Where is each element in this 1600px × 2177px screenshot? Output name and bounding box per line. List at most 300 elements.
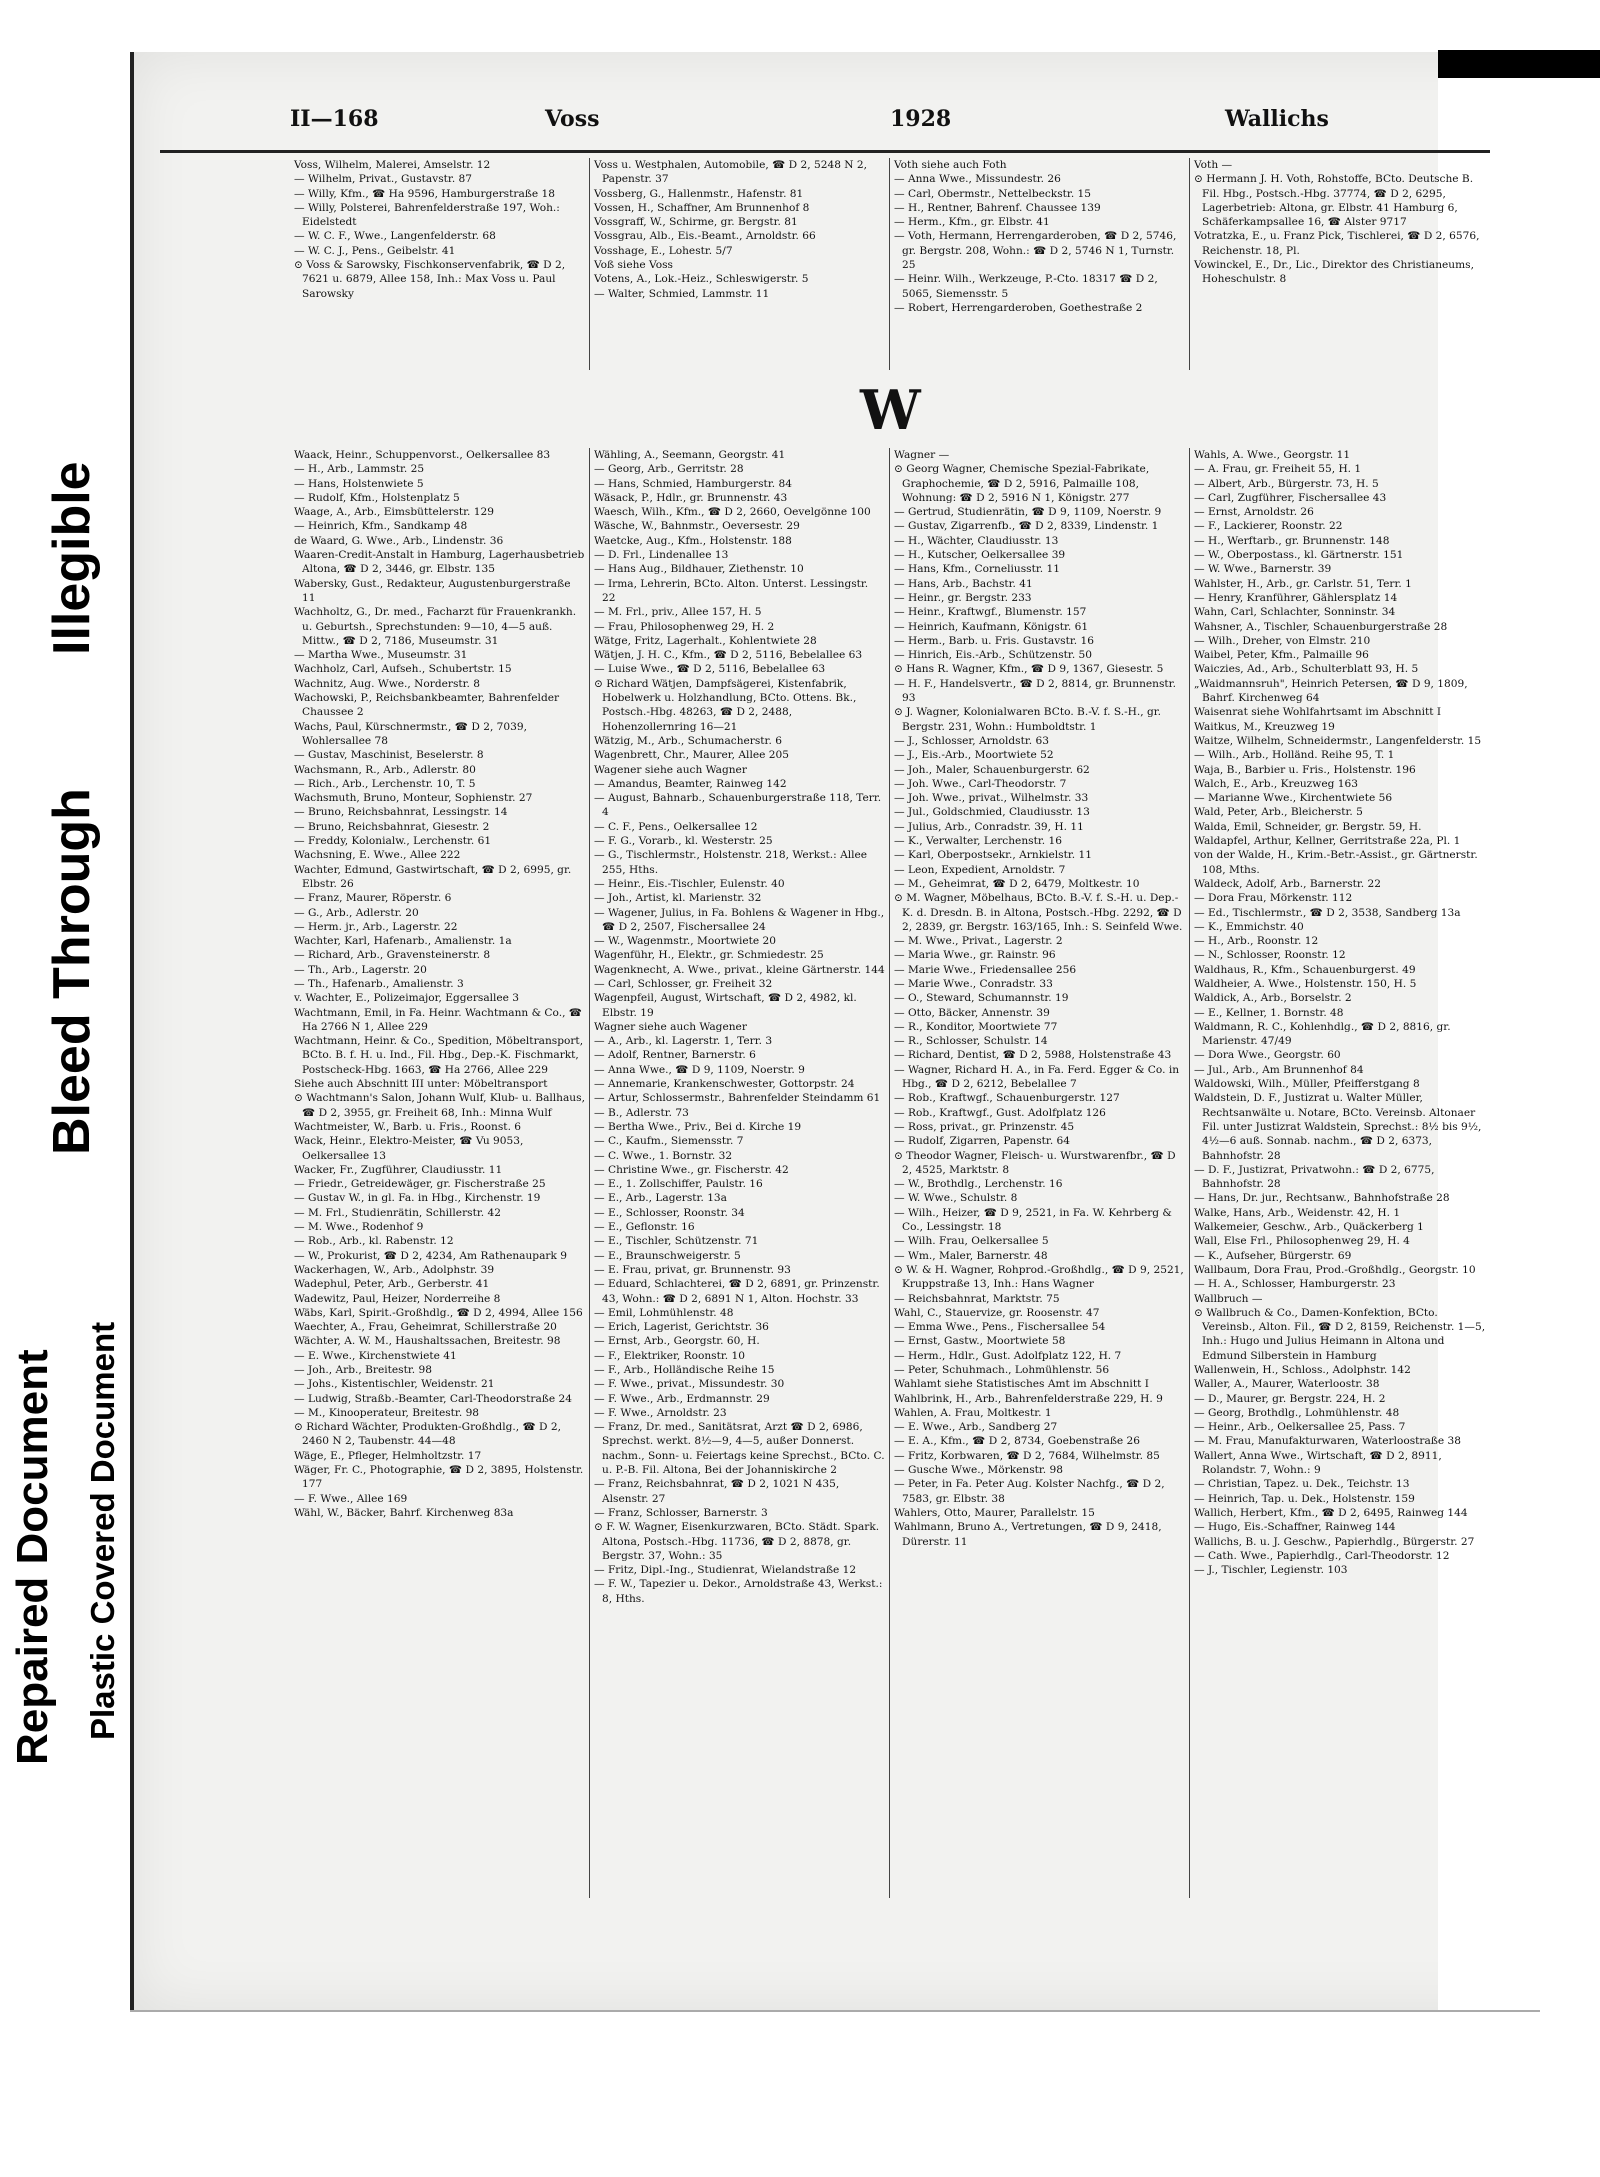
directory-entry: v. Wachter, E., Polizeimajor, Eggersallee 3 — [294, 992, 520, 1005]
directory-entry: — Herm., Barb. u. Fris. Gustavstr. 16 — [894, 634, 1094, 647]
directory-entry: — Ed., Tischlermstr., ☎ D 2, 3538, Sandberg 13a — [1194, 906, 1461, 919]
directory-entry: — D. Frl., Lindenallee 13 — [594, 549, 729, 562]
directory-entry: — Dora Wwe., Georgstr. 60 — [1194, 1049, 1341, 1062]
directory-entry: — E. Wwe., Arb., Sandberg 27 — [894, 1421, 1058, 1434]
header-left-word: Voss — [545, 106, 600, 132]
directory-entry: Walke, Hans, Arb., Weidenstr. 42, H. 1 — [1194, 1206, 1401, 1219]
directory-entry: — Gustav W., in gl. Fa. in Hbg., Kirchenstr. 19 — [294, 1192, 541, 1205]
directory-entry: — H., Rentner, Bahrenf. Chaussee 139 — [894, 201, 1101, 214]
directory-entry: — Joh. Wwe., Carl-Theodorstr. 7 — [894, 777, 1067, 790]
directory-entry: — Ernst, Gastw., Moortwiete 58 — [894, 1335, 1066, 1348]
directory-entry: Waisenrat siehe Wohlfahrtsamt im Abschnitt I — [1194, 706, 1442, 719]
directory-entry: Wahlers, Otto, Maurer, Parallelstr. 15 — [894, 1506, 1095, 1519]
directory-entry: Wachtmann, Heinr. & Co., Spedition, Möbeltransport, BCto. B. f. H. u. Ind., Fil. Hbg., Dep.-K. Fischmarkt, Postscheck-Hbg. 1663, ☎ Ha 2766, Allee 229 — [294, 1035, 584, 1076]
directory-entry: ⊙ Georg Wagner, Chemische Spezial-Fabrikate, Graphochemie, ☎ D 2, 5916, Palmaille 108, Wohnung: ☎ D 2, 5916 N 1, Königstr. 277 — [894, 463, 1150, 504]
directory-entry: — E., Tischler, Schützenstr. 71 — [594, 1235, 759, 1248]
directory-entry: Voss u. Westphalen, Automobile, ☎ D 2, 5248 N 2, Papenstr. 37 — [594, 159, 868, 186]
directory-entry: Wachowski, P., Reichsbankbeamter, Bahrenfelder Chaussee 2 — [294, 692, 560, 719]
directory-entry: — W., Wagenmstr., Moortwiete 20 — [594, 935, 777, 948]
directory-entry: Wallert, Anna Wwe., Wirtschaft, ☎ D 2, 8911, Rolandstr. 7, Wohn.: 9 — [1194, 1449, 1442, 1477]
directory-entry: — Christine Wwe., gr. Fischerstr. 42 — [594, 1163, 789, 1176]
directory-entry: — Gusche Wwe., Mörkenstr. 98 — [894, 1464, 1064, 1477]
directory-entry: — M. Wwe., Privat., Lagerstr. 2 — [894, 935, 1063, 948]
directory-entry: de Waard, G. Wwe., Arb., Lindenstr. 36 — [294, 534, 504, 547]
directory-entry: — Hans, Kfm., Corneliusstr. 11 — [894, 563, 1060, 576]
directory-entry: Vossen, H., Schaffner, Am Brunnenhof 8 — [594, 201, 810, 214]
directory-entry: — Wm., Maler, Barnerstr. 48 — [894, 1249, 1048, 1262]
directory-entry: — F. Wwe., Allee 169 — [294, 1492, 408, 1505]
directory-entry: Wächter, A. W. M., Haushaltssachen, Breitestr. 98 — [294, 1335, 561, 1348]
directory-entry: Wahsner, A., Tischler, Schauenburgerstraße 28 — [1194, 620, 1448, 633]
directory-entry: Waldstein, D. F., Justizrat u. Walter Müller, Rechtsanwälte u. Notare, BCto. Vereinsb. Altonaer Fil. unter Justizrat Waldstein, Sprechst.: 8½ bis 9½, 4½—6 auß. Sonnab. nachm., ☎ D 2, 6373, Bahnhofstr. 28 — [1194, 1092, 1482, 1162]
directory-entry: ⊙ Hans R. Wagner, Kfm., ☎ D 9, 1367, Giesestr. 5 — [894, 663, 1164, 676]
directory-entry: — Heinr. Wilh., Werkzeuge, P.-Cto. 18317 ☎ D 2, 5065, Siemensstr. 5 — [894, 273, 1158, 300]
directory-entry: Wahls, A. Wwe., Georgstr. 11 — [1194, 449, 1351, 461]
directory-entry: — Henry, Kranführer, Gählersplatz 14 — [1194, 591, 1398, 604]
directory-entry: Wahl, C., Stauervize, gr. Roosenstr. 47 — [894, 1306, 1100, 1319]
plastic-covered-label: Plastic Covered Document — [84, 1321, 121, 1740]
directory-entry: — Peter, Schuhmach., Lohmühlenstr. 56 — [894, 1364, 1110, 1376]
directory-entry: — A., Arb., kl. Lagerstr. 1, Terr. 3 — [594, 1035, 773, 1048]
directory-entry: — Ernst, Arb., Georgstr. 60, H. — [594, 1335, 760, 1348]
directory-entry: — Wilh., Arb., Holländ. Reihe 95, T. 1 — [1194, 749, 1395, 762]
directory-entry: — Rob., Kraftwgf., Gust. Adolfplatz 126 — [894, 1106, 1106, 1119]
directory-entry: — Irma, Lehrerin, BCto. Alton. Unterst. Lessingstr. 22 — [594, 577, 869, 604]
directory-entry: — Jul., Goldschmied, Claudiusstr. 13 — [894, 806, 1090, 819]
directory-entry: — Leon, Expedient, Arnoldstr. 7 — [894, 863, 1066, 876]
directory-column — [590, 448, 890, 1898]
directory-entry: — Fritz, Korbwaren, ☎ D 2, 7684, Wilhelmstr. 85 — [894, 1449, 1160, 1462]
directory-entry: — Rudolf, Zigarren, Papenstr. 64 — [894, 1135, 1071, 1148]
directory-entry: Wagenführ, H., Elektr., gr. Schmiedestr. 25 — [594, 949, 824, 962]
directory-entry: — Hans, Arb., Bachstr. 41 — [894, 577, 1033, 590]
directory-entry: ⊙ Wachtmann's Salon, Johann Wulf, Klub- u. Ballhaus, ☎ D 2, 3955, gr. Freiheit 68, Inh.: Minna Wulf — [294, 1092, 585, 1119]
directory-entry: — D., Maurer, gr. Bergstr. 224, H. 2 — [1194, 1392, 1386, 1405]
directory-entry: Waldick, A., Arb., Borselstr. 2 — [1194, 992, 1352, 1005]
directory-entry: Wagner — — [894, 449, 950, 461]
directory-entry: Wachholtz, G., Dr. med., Facharzt für Frauenkrankh. u. Geburtsh., Sprechstunden: 9—10, 4—5 auß. Mittw., ☎ D 2, 7186, Museumstr. 31 — [294, 606, 577, 647]
directory-entry: — A. Frau, gr. Freiheit 55, H. 1 — [1194, 463, 1362, 476]
directory-entry: — Heinr., Eis.-Tischler, Eulenstr. 40 — [594, 877, 785, 890]
directory-entry: Wahlster, H., Arb., gr. Carlstr. 51, Terr. 1 — [1194, 577, 1412, 590]
directory-entry: Wachsmuth, Bruno, Monteur, Sophienstr. 27 — [294, 792, 533, 805]
directory-entry: — Franz, Reichsbahnrat, ☎ D 2, 1021 N 435, Alsenstr. 27 — [594, 1478, 840, 1505]
illegible-label: Illegible — [43, 461, 101, 655]
directory-entry: Waaren-Credit-Anstalt in Hamburg, Lagerhausbetrieb Altona, ☎ D 2, 3446, gr. Elbstr. 135 — [294, 549, 585, 576]
directory-entry: — E., 1. Zollschiffer, Paulstr. 16 — [594, 1178, 763, 1191]
directory-entry: — Wilh. Frau, Oelkersallee 5 — [894, 1235, 1049, 1248]
directory-column — [890, 158, 1190, 370]
directory-entry: ⊙ Theodor Wagner, Fleisch- u. Wurstwarenfbr., ☎ D 2, 4525, Marktstr. 8 — [894, 1149, 1176, 1176]
directory-entry: — H. A., Schlosser, Hamburgerstr. 23 — [1194, 1278, 1396, 1291]
directory-entry: Wagner siehe auch Wagener — [594, 1020, 747, 1033]
directory-entry: — E., Braunschweigerstr. 5 — [594, 1249, 741, 1262]
directory-entry: — Ludwig, Straßb.-Beamter, Carl-Theodorstraße 24 — [294, 1392, 572, 1405]
directory-entry: Waibel, Peter, Kfm., Palmaille 96 — [1194, 649, 1369, 662]
directory-entry: Voss, Wilhelm, Malerei, Amselstr. 12 — [294, 159, 491, 171]
directory-entry: — J., Tischler, Legienstr. 103 — [1194, 1564, 1348, 1577]
directory-entry: — F. G., Vorarb., kl. Westerstr. 25 — [594, 835, 773, 848]
directory-entry: — Wilhelm, Privat., Gustavstr. 87 — [294, 173, 473, 186]
directory-entry: — Herm., Hdlr., Gust. Adolfplatz 122, H. 7 — [894, 1349, 1122, 1362]
directory-entry: Wacker, Fr., Zugführer, Claudiusstr. 11 — [294, 1163, 503, 1176]
directory-column — [890, 448, 1190, 1898]
directory-entry: — Gustav, Zigarrenfb., ☎ D 2, 8339, Lindenstr. 1 — [894, 520, 1159, 533]
directory-entry: Wahlbrink, H., Arb., Bahrenfelderstraße 229, H. 9 — [894, 1392, 1163, 1405]
directory-entry: — Bruno, Reichsbahnrat, Giesestr. 2 — [294, 820, 490, 833]
directory-entry: — Fritz, Dipl.-Ing., Studienrat, Wielandstraße 12 — [594, 1564, 857, 1577]
directory-entry: — D. F., Justizrat, Privatwohn.: ☎ D 2, 6775, Bahnhofstr. 28 — [1194, 1163, 1435, 1191]
directory-entry: Wall, Else Frl., Philosophenweg 29, H. 4 — [1194, 1235, 1410, 1248]
directory-entry: — Th., Hafenarb., Amalienstr. 3 — [294, 977, 464, 990]
directory-entry: — Albert, Arb., Bürgerstr. 73, H. 5 — [1194, 477, 1379, 490]
directory-entry: — Herm. jr., Arb., Lagerstr. 22 — [294, 920, 458, 933]
directory-entry: „Waidmannsruh", Heinrich Petersen, ☎ D 9, 1809, Bahrf. Kirchenweg 64 — [1194, 677, 1468, 705]
directory-entry: — W., Oberpostass., kl. Gärtnerstr. 151 — [1194, 549, 1404, 562]
directory-entry: — R., Konditor, Moortwiete 77 — [894, 1020, 1058, 1033]
directory-entry: — Maria Wwe., gr. Rainstr. 96 — [894, 949, 1056, 962]
directory-entry: — Walter, Schmied, Lammstr. 11 — [594, 287, 770, 300]
directory-entry: — Heinrich, Tap. u. Dek., Holstenstr. 159 — [1194, 1492, 1415, 1505]
directory-entry: — F. W., Tapezier u. Dekor., Arnoldstraße 43, Werkst.: 8, Hths. — [594, 1578, 883, 1605]
directory-entry: ⊙ F. W. Wagner, Eisenkurzwaren, BCto. Städt. Spark. Altona, Postsch.-Hbg. 11736, ☎ D 2, 8878, gr. Bergstr. 37, Wohn.: 35 — [594, 1521, 880, 1562]
directory-entry: — Willy, Polsterei, Bahrenfelderstraße 197, Woh.: Eidelstedt — [294, 201, 560, 229]
directory-entry: — B., Adlerstr. 73 — [594, 1106, 689, 1119]
directory-entry: — M., Geheimrat, ☎ D 2, 6479, Moltkestr. 10 — [894, 877, 1140, 890]
page-number: II—168 — [290, 106, 379, 132]
section-letter: W — [860, 378, 921, 442]
directory-entry: — Georg, Brothdlg., Lohmühlenstr. 48 — [1194, 1406, 1400, 1419]
directory-entry: — Eduard, Schlachterei, ☎ D 2, 6891, gr. Prinzenstr. 43, Wohn.: ☎ D 2, 6891 N 1, Alton. Hochstr. 33 — [594, 1278, 880, 1305]
directory-entry: Wähl, W., Bäcker, Bahrf. Kirchenweg 83a — [294, 1506, 514, 1519]
directory-entry: — Heinr., gr. Bergstr. 233 — [894, 591, 1032, 604]
directory-entry: Siehe auch Abschnitt III unter: Möbeltransport — [294, 1078, 548, 1091]
directory-entry: — August, Bahnarb., Schauenburgerstraße 118, Terr. 4 — [594, 792, 882, 819]
directory-entry: — G., Tischlermstr., Holstenstr. 218, Werkst.: Allee 255, Hths. — [594, 849, 868, 876]
directory-entry: Wadewitz, Paul, Heizer, Norderreihe 8 — [294, 1292, 501, 1305]
directory-column — [290, 158, 590, 370]
directory-entry: — F., Elektriker, Roonstr. 10 — [594, 1349, 745, 1362]
directory-entry: — Reichsbahnrat, Marktstr. 75 — [894, 1292, 1060, 1305]
directory-entry: — K., Aufseher, Bürgerstr. 69 — [1194, 1249, 1352, 1262]
directory-entry: Wack, Heinr., Elektro-Meister, ☎ Vu 9053, Oelkersallee 13 — [294, 1135, 524, 1162]
directory-entry: — M., Kinooperateur, Breitestr. 98 — [294, 1406, 480, 1419]
directory-entry: — Georg, Arb., Gerritstr. 28 — [594, 463, 744, 476]
directory-entry: — Heinr., Kraftwgf., Blumenstr. 157 — [894, 606, 1087, 619]
directory-entry: Waage, A., Arb., Eimsbüttelerstr. 129 — [294, 506, 494, 519]
directory-entry: Waack, Heinr., Schuppenvorst., Oelkersallee 83 — [294, 449, 551, 461]
directory-entry: — Heinr., Arb., Oelkersallee 25, Pass. 7 — [1194, 1421, 1406, 1434]
directory-entry: Wahlen, A. Frau, Moltkestr. 1 — [894, 1406, 1052, 1419]
directory-entry: Wabersky, Gust., Redakteur, Augustenburgerstraße 11 — [294, 577, 571, 604]
directory-entry: — Hans, Holstenwiete 5 — [294, 477, 424, 490]
directory-entry: — Dora Frau, Mörkenstr. 112 — [1194, 892, 1353, 905]
directory-entry: — C., Kaufm., Siemensstr. 7 — [594, 1135, 744, 1148]
directory-entry: — Rob., Arb., kl. Rabenstr. 12 — [294, 1235, 454, 1248]
directory-entry: Votens, A., Lok.-Heiz., Schleswigerstr. 5 — [594, 273, 809, 286]
directory-entry: Wahn, Carl, Schlachter, Sonninstr. 34 — [1194, 606, 1396, 619]
directory-entry: Wachsning, E. Wwe., Allee 222 — [294, 849, 461, 862]
directory-entry: Waitze, Wilhelm, Schneidermstr., Langenfelderstr. 15 — [1194, 734, 1482, 747]
directory-entry: Wäsack, P., Hdlr., gr. Brunnenstr. 43 — [594, 491, 788, 504]
directory-entry: — K., Verwalter, Lerchenstr. 16 — [894, 835, 1062, 848]
directory-entry: Wagenbrett, Chr., Maurer, Allee 205 — [594, 749, 789, 762]
directory-entry: — Voth, Hermann, Herrengarderoben, ☎ D 2, 5746, gr. Bergstr. 208, Wohn.: ☎ D 2, 5746 N 1, Turnstr. 25 — [894, 230, 1177, 272]
directory-entry: Wachtmeister, W., Barb. u. Fris., Roonst. 6 — [294, 1120, 522, 1133]
directory-entry: — E. Wwe., Kirchenstwiete 41 — [294, 1349, 457, 1362]
directory-entry: Wachsmann, R., Arb., Adlerstr. 80 — [294, 763, 476, 776]
directory-entry: Walkemeier, Geschw., Arb., Quäckerberg 1 — [1194, 1221, 1424, 1234]
directory-entry: — C. F., Pens., Oelkersallee 12 — [594, 820, 758, 833]
directory-entry: ⊙ J. Wagner, Kolonialwaren BCto. B.-V. f. S.-H., gr. Bergstr. 231, Wohn.: Humboldtstr. 1 — [894, 706, 1162, 733]
directory-entry: Wachter, Karl, Hafenarb., Amalienstr. 1a — [294, 935, 512, 948]
header-year: 1928 — [890, 106, 952, 132]
directory-entry: — Richard, Arb., Gravensteinerstr. 8 — [294, 949, 491, 962]
directory-entry: — Hans, Schmied, Hamburgerstr. 84 — [594, 477, 792, 490]
directory-entry: — Rob., Kraftwgf., Schauenburgerstr. 127 — [894, 1092, 1120, 1105]
directory-entry: — Hans Aug., Bildhauer, Ziethenstr. 10 — [594, 563, 804, 576]
directory-entry: Vosshage, E., Lohestr. 5/7 — [594, 244, 733, 257]
directory-entry: Wackerhagen, W., Arb., Adolphstr. 39 — [294, 1263, 495, 1276]
directory-entry: — W., Brothdlg., Lerchenstr. 16 — [894, 1178, 1063, 1191]
directory-entry: — Cath. Wwe., Papierhdlg., Carl-Theodorstr. 12 — [1194, 1549, 1450, 1562]
directory-entry: Waiczies, Ad., Arb., Schulterblatt 93, H. 5 — [1194, 663, 1419, 676]
directory-entry: Waechter, A., Frau, Geheimrat, Schillerstraße 20 — [294, 1321, 557, 1334]
directory-entry: — F. Wwe., Arnoldstr. 23 — [594, 1406, 727, 1419]
directory-entry: — M. Wwe., Rodenhof 9 — [294, 1221, 424, 1234]
directory-entry: — H., Werftarb., gr. Brunnenstr. 148 — [1194, 534, 1390, 547]
directory-entry: — Willy, Kfm., ☎ Ha 9596, Hamburgerstraße 18 — [294, 187, 555, 200]
directory-entry: — Heinrich, Kfm., Sandkamp 48 — [294, 520, 468, 533]
directory-entry: ⊙ Hermann J. H. Voth, Rohstoffe, BCto. Deutsche B. Fil. Hbg., Postsch.-Hbg. 37774, ☎ D 2, 6295, Lagerbetrieb: Altona, gr. Elbstr. 41 Hamburg 6, Schäferkampsallee 16, ☎ Alster 9717 — [1194, 173, 1474, 229]
directory-entry: Waja, B., Barbier u. Fris., Holstenstr. 196 — [1194, 763, 1416, 776]
top-columns — [290, 158, 1490, 370]
directory-entry: — W. Wwe., Barnerstr. 39 — [1194, 563, 1332, 576]
directory-entry: — Robert, Herrengarderoben, Goethestraße 2 — [894, 301, 1143, 314]
directory-entry: — Ross, privat., gr. Prinzenstr. 45 — [894, 1120, 1075, 1133]
directory-entry: Voß siehe Voss — [594, 259, 673, 272]
directory-entry: — Martha Wwe., Museumstr. 31 — [294, 649, 468, 662]
directory-entry: — Hans, Dr. jur., Rechtsanw., Bahnhofstraße 28 — [1194, 1192, 1450, 1205]
directory-column — [290, 448, 590, 1898]
directory-entry: Wachter, Edmund, Gastwirtschaft, ☎ D 2, 6995, gr. Elbstr. 26 — [294, 863, 572, 890]
directory-entry: — Jul., Arb., Am Brunnenhof 84 — [1194, 1063, 1364, 1076]
directory-entry: — Wagener, Julius, in Fa. Bohlens & Wagener in Hbg., ☎ D 2, 2507, Fischersallee 24 — [594, 906, 885, 933]
directory-entry: — Frau, Philosophenweg 29, H. 2 — [594, 620, 775, 633]
directory-entry: — Freddy, Kolonialw., Lerchenstr. 61 — [294, 835, 492, 848]
directory-entry: — Franz, Dr. med., Sanitätsrat, Arzt ☎ D 2, 6986, Sprechst. werkt. 8½—9, 4—5, außer Donnerst. nachm., Sonn- u. Feiertags keine Sprechst., BCto. C. u. P.-B. Fil. Altona, Bei der Johanniskirche 2 — [594, 1421, 885, 1477]
directory-entry: — Herm., Kfm., gr. Elbstr. 41 — [894, 216, 1050, 229]
directory-column — [1190, 158, 1490, 370]
directory-entry: Wallbruch — — [1194, 1292, 1263, 1305]
directory-entry: — Peter, in Fa. Peter Aug. Kolster Nachfg., ☎ D 2, 7583, gr. Elbstr. 38 — [894, 1478, 1165, 1505]
directory-entry: — E. Frau, privat, gr. Brunnenstr. 93 — [594, 1263, 791, 1276]
directory-entry: — Johs., Kistentischler, Weidenstr. 21 — [294, 1378, 495, 1391]
directory-entry: Wagener siehe auch Wagner — [594, 763, 747, 776]
directory-entry: Wähling, A., Seemann, Georgstr. 41 — [594, 449, 786, 461]
directory-entry: Waetcke, Aug., Kfm., Holstenstr. 188 — [594, 534, 792, 547]
directory-entry: — Artur, Schlossermstr., Bahrenfelder Steindamm 61 — [594, 1092, 881, 1105]
directory-entry: Wagenknecht, A. Wwe., privat., kleine Gärtnerstr. 144 — [594, 963, 885, 976]
directory-entry: Waldowski, Wilh., Müller, Pfeifferstgang 8 — [1194, 1078, 1420, 1091]
directory-entry: ⊙ Voss & Sarowsky, Fischkonservenfabrik, ☎ D 2, 7621 u. 6879, Allee 158, Inh.: Max Voss u. Paul Sarowsky — [294, 259, 566, 300]
directory-entry: Wallichs, B. u. J. Geschw., Papierhdlg., Bürgerstr. 27 — [1194, 1535, 1475, 1548]
directory-entry: — E., Arb., Lagerstr. 13a — [594, 1192, 727, 1205]
directory-entry: Wallich, Herbert, Kfm., ☎ D 2, 6495, Rainweg 144 — [1194, 1506, 1468, 1519]
directory-entry: Voth siehe auch Foth — [894, 159, 1007, 171]
directory-entry: — Gertrud, Studienrätin, ☎ D 9, 1109, Noerstr. 9 — [894, 506, 1162, 519]
directory-entry: Wätjen, J. H. C., Kfm., ☎ D 2, 5116, Bebelallee 63 — [594, 649, 863, 662]
directory-entry: — Carl, Schlosser, gr. Freiheit 32 — [594, 977, 773, 990]
directory-entry: ⊙ Wallbruch & Co., Damen-Konfektion, BCto. Vereinsb., Alton. Fil., ☎ D 2, 8159, Reichenstr. 1—5, Inh.: Hugo und Julius Heimann in Altona und Edmund Silberstein in Hamburg — [1194, 1306, 1486, 1362]
directory-entry: — Carl, Obermstr., Nettelbeckstr. 15 — [894, 187, 1092, 200]
directory-entry: — Karl, Oberpostsekr., Arnkielstr. 11 — [894, 849, 1092, 862]
directory-entry: Wachholz, Carl, Aufseh., Schubertstr. 15 — [294, 663, 512, 676]
directory-entry: — Otto, Bäcker, Annenstr. 39 — [894, 1006, 1050, 1019]
directory-entry: — Anna Wwe., Missundestr. 26 — [894, 173, 1061, 186]
directory-entry: — Joh., Artist, kl. Marienstr. 32 — [594, 892, 762, 905]
directory-entry: — F. Wwe., Arb., Erdmannstr. 29 — [594, 1392, 770, 1405]
header-right-word: Wallichs — [1225, 106, 1329, 132]
directory-entry: Wäbs, Karl, Spirit.-Großhdlg., ☎ D 2, 4994, Allee 156 — [294, 1306, 583, 1319]
directory-entry: — E., Schlosser, Roonstr. 34 — [594, 1206, 745, 1219]
directory-entry: — Heinrich, Kaufmann, Königstr. 61 — [894, 620, 1089, 633]
bleed-through-label: Bleed Through — [43, 788, 101, 1155]
directory-entry: Wäsche, W., Bahnmstr., Oeversestr. 29 — [594, 520, 800, 533]
directory-entry: — H., Wächter, Claudiusstr. 13 — [894, 534, 1059, 547]
directory-entry: — Wagner, Richard H. A., in Fa. Ferd. Egger & Co. in Hbg., ☎ D 2, 6212, Bebelallee 7 — [894, 1063, 1180, 1091]
directory-entry: — E., Kellner, 1. Bornstr. 48 — [1194, 1006, 1344, 1019]
directory-entry: Vossberg, G., Hallenmstr., Hafenstr. 81 — [594, 187, 804, 200]
page-bottom-edge — [130, 2010, 1540, 2012]
directory-entry: — H., Arb., Roonstr. 12 — [1194, 935, 1319, 948]
header-rule — [160, 150, 1490, 153]
directory-entry: Waldheier, A. Wwe., Holstenstr. 150, H. 5 — [1194, 977, 1417, 990]
directory-entry: Waldeck, Adolf, Arb., Barnerstr. 22 — [1194, 877, 1382, 890]
directory-entry: — F., Lackierer, Roonstr. 22 — [1194, 520, 1343, 533]
directory-entry: — Emil, Lohmühlenstr. 48 — [594, 1306, 734, 1319]
directory-entry: — E., Geflonstr. 16 — [594, 1221, 695, 1234]
directory-entry: Waitkus, M., Kreuzweg 19 — [1194, 720, 1335, 733]
directory-entry: Waldmann, R. C., Kohlenhdlg., ☎ D 2, 8816, gr. Marienstr. 47/49 — [1194, 1020, 1451, 1048]
directory-entry: — Marie Wwe., Friedensallee 256 — [894, 963, 1077, 976]
directory-entry: — Adolf, Rentner, Barnerstr. 6 — [594, 1049, 756, 1062]
directory-entry: Wahlmann, Bruno A., Vertretungen, ☎ D 9, 2418, Dürerstr. 11 — [894, 1521, 1162, 1548]
directory-column — [1190, 448, 1490, 1898]
directory-entry: — J., Eis.-Arb., Moortwiete 52 — [894, 749, 1054, 762]
directory-entry: Wallenwein, H., Schloss., Adolphstr. 142 — [1194, 1364, 1411, 1376]
directory-entry: — F., Arb., Holländische Reihe 15 — [594, 1364, 775, 1376]
directory-entry: Votratzka, E., u. Franz Pick, Tischlerei, ☎ D 2, 6576, Reichenstr. 18, Pl. — [1194, 230, 1480, 257]
directory-entry: Wachs, Paul, Kürschnermstr., ☎ D 2, 7039, Wohlersallee 78 — [294, 720, 528, 747]
directory-entry: Wäger, Fr. C., Photographie, ☎ D 2, 3895, Holstenstr. 177 — [294, 1464, 584, 1491]
directory-entry: Waldhaus, R., Kfm., Schauenburgerst. 49 — [1194, 963, 1416, 976]
directory-entry: — Joh., Maler, Schauenburgerstr. 62 — [894, 763, 1090, 776]
directory-entry: Walda, Emil, Schneider, gr. Bergstr. 59, H. — [1194, 820, 1422, 833]
directory-entry: — Richard, Dentist, ☎ D 2, 5988, Holstenstraße 43 — [894, 1049, 1172, 1062]
directory-entry: — Marianne Wwe., Kirchentwiete 56 — [1194, 792, 1393, 805]
directory-entry: — W., Prokurist, ☎ D 2, 4234, Am Rathenaupark 9 — [294, 1249, 567, 1262]
directory-column — [590, 158, 890, 370]
directory-entry: — M. Frl., Studienrätin, Schillerstr. 42 — [294, 1206, 501, 1219]
directory-entry: Wagenpfeil, August, Wirtschaft, ☎ D 2, 4982, kl. Elbstr. 19 — [594, 992, 857, 1019]
directory-entry: Wachtmann, Emil, in Fa. Heinr. Wachtmann & Co., ☎ Ha 2766 N 1, Allee 229 — [294, 1006, 583, 1033]
directory-entry: Wadephul, Peter, Arb., Gerberstr. 41 — [294, 1278, 490, 1291]
directory-entry: Vossgrau, Alb., Eis.-Beamt., Arnoldstr. 66 — [594, 230, 816, 243]
directory-entry: Voth — — [1194, 159, 1233, 171]
directory-entry: Walch, E., Arb., Kreuzweg 163 — [1194, 777, 1358, 790]
directory-entry: — Rich., Arb., Lerchenstr. 10, T. 5 — [294, 777, 476, 790]
directory-entry: Wachnitz, Aug. Wwe., Norderstr. 8 — [294, 677, 481, 690]
directory-entry: Wahlamt siehe Statistisches Amt im Abschnitt I — [894, 1378, 1149, 1391]
directory-entry: Waesch, Wilh., Kfm., ☎ D 2, 2660, Oevelgönne 100 — [594, 506, 871, 519]
directory-entry: — R., Schlosser, Schulstr. 14 — [894, 1035, 1048, 1048]
directory-entry: — Erich, Lagerist, Gerichtstr. 36 — [594, 1321, 769, 1334]
directory-entry: — Franz, Schlosser, Barnerstr. 3 — [594, 1506, 768, 1519]
directory-entry: Wätge, Fritz, Lagerhalt., Kohlentwiete 28 — [594, 634, 817, 647]
directory-entry: Wallbaum, Dora Frau, Prod.-Großhdlg., Georgstr. 10 — [1194, 1263, 1476, 1276]
directory-entry: — Christian, Tapez. u. Dek., Teichstr. 13 — [1194, 1478, 1410, 1491]
directory-entry: Wäge, E., Pfleger, Helmholtzstr. 17 — [294, 1449, 482, 1462]
directory-entry: — W. C. F., Wwe., Langenfelderstr. 68 — [294, 230, 496, 243]
directory-entry: Waldapfel, Arthur, Kellner, Gerritstraße 22a, Pl. 1 — [1194, 835, 1461, 848]
directory-entry: Wald, Peter, Arb., Bleicherstr. 5 — [1194, 806, 1363, 819]
directory-entry: — Hinrich, Eis.-Arb., Schützenstr. 50 — [894, 649, 1093, 662]
directory-entry: — Hugo, Eis.-Schaffner, Rainweg 144 — [1194, 1521, 1396, 1534]
directory-entry: — H., Kutscher, Oelkersallee 39 — [894, 549, 1066, 562]
directory-entry: — F. Wwe., privat., Missundestr. 30 — [594, 1378, 785, 1391]
directory-entry: — C. Wwe., 1. Bornstr. 32 — [594, 1149, 733, 1162]
directory-entry: — Wilh., Heizer, ☎ D 9, 2521, in Fa. W. Kehrberg & Co., Lessingstr. 18 — [894, 1206, 1172, 1234]
directory-entry: — K., Emmichstr. 40 — [1194, 920, 1304, 933]
directory-entry: von der Walde, H., Krim.-Betr.-Assist., gr. Gärtnerstr. 108, Mths. — [1194, 849, 1478, 876]
directory-entry: — O., Steward, Schumannstr. 19 — [894, 992, 1069, 1005]
directory-entry: — Gustav, Maschinist, Beselerstr. 8 — [294, 749, 484, 762]
directory-entry: — Marie Wwe., Conradstr. 33 — [894, 977, 1053, 990]
repaired-document-label: Repaired Document — [8, 1349, 57, 1765]
directory-entry: — M. Frau, Manufakturwaren, Waterloostraße 38 — [1194, 1435, 1462, 1448]
directory-entry: ⊙ M. Wagner, Möbelhaus, BCto. B.-V. f. S.-H. u. Dep.-K. d. Dresdn. B. in Altona, Postsch.-Hbg. 2292, ☎ D 2, 2839, gr. Bergstr. 163/165, Inh.: S. Seinfeld Wwe. — [894, 892, 1183, 933]
directory-entry: — Joh., Arb., Breitestr. 98 — [294, 1364, 432, 1376]
directory-entry: — Emma Wwe., Pens., Fischersallee 54 — [894, 1321, 1106, 1334]
directory-entry: — Annemarie, Krankenschwester, Gottorpstr. 24 — [594, 1078, 855, 1091]
directory-entry: — Franz, Maurer, Röperstr. 6 — [294, 892, 452, 905]
directory-entry: Vossgraff, W., Schirme, gr. Bergstr. 81 — [594, 216, 798, 229]
bottom-columns — [290, 448, 1490, 1898]
directory-entry: — H., Arb., Lammstr. 25 — [294, 463, 425, 476]
directory-entry: — Amandus, Beamter, Rainweg 142 — [594, 777, 787, 790]
directory-entry: ⊙ Richard Wätjen, Dampfsägerei, Kistenfabrik, Hobelwerk u. Holzhandlung, BCto. Ottens. Bk., Postsch.-Hbg. 48263, ☎ D 2, 2488, Hohenzollernring 16—21 — [594, 677, 857, 733]
directory-entry: — G., Arb., Adlerstr. 20 — [294, 906, 419, 919]
directory-entry: — W. C. J., Pens., Geibelstr. 41 — [294, 244, 456, 257]
directory-entry: — E. A., Kfm., ☎ D 2, 8734, Goebenstraße 26 — [894, 1435, 1141, 1448]
directory-entry: — Ernst, Arnoldstr. 26 — [1194, 506, 1314, 519]
directory-entry: — Friedr., Getreidewäger, gr. Fischerstraße 25 — [294, 1178, 546, 1191]
directory-entry: — N., Schlosser, Roonstr. 12 — [1194, 949, 1346, 962]
directory-entry: — J., Schlosser, Arnoldstr. 63 — [894, 734, 1049, 747]
running-header — [150, 106, 1525, 146]
directory-entry: — Anna Wwe., ☎ D 9, 1109, Noerstr. 9 — [594, 1063, 805, 1076]
directory-entry: — Bertha Wwe., Priv., Bei d. Kirche 19 — [594, 1120, 802, 1133]
directory-entry: — Julius, Arb., Conradstr. 39, H. 11 — [894, 820, 1084, 833]
directory-entry: — Th., Arb., Lagerstr. 20 — [294, 963, 427, 976]
directory-entry: — Wilh., Dreher, von Elmstr. 210 — [1194, 634, 1371, 647]
directory-entry: Vowinckel, E., Dr., Lic., Direktor des Christianeums, Hoheschulstr. 8 — [1194, 259, 1474, 286]
directory-entry: — M. Frl., priv., Allee 157, H. 5 — [594, 606, 762, 619]
directory-entry: — Rudolf, Kfm., Holstenplatz 5 — [294, 491, 460, 504]
directory-entry: — Bruno, Reichsbahnrat, Lessingstr. 14 — [294, 806, 508, 819]
directory-entry: — W. Wwe., Schulstr. 8 — [894, 1192, 1018, 1205]
